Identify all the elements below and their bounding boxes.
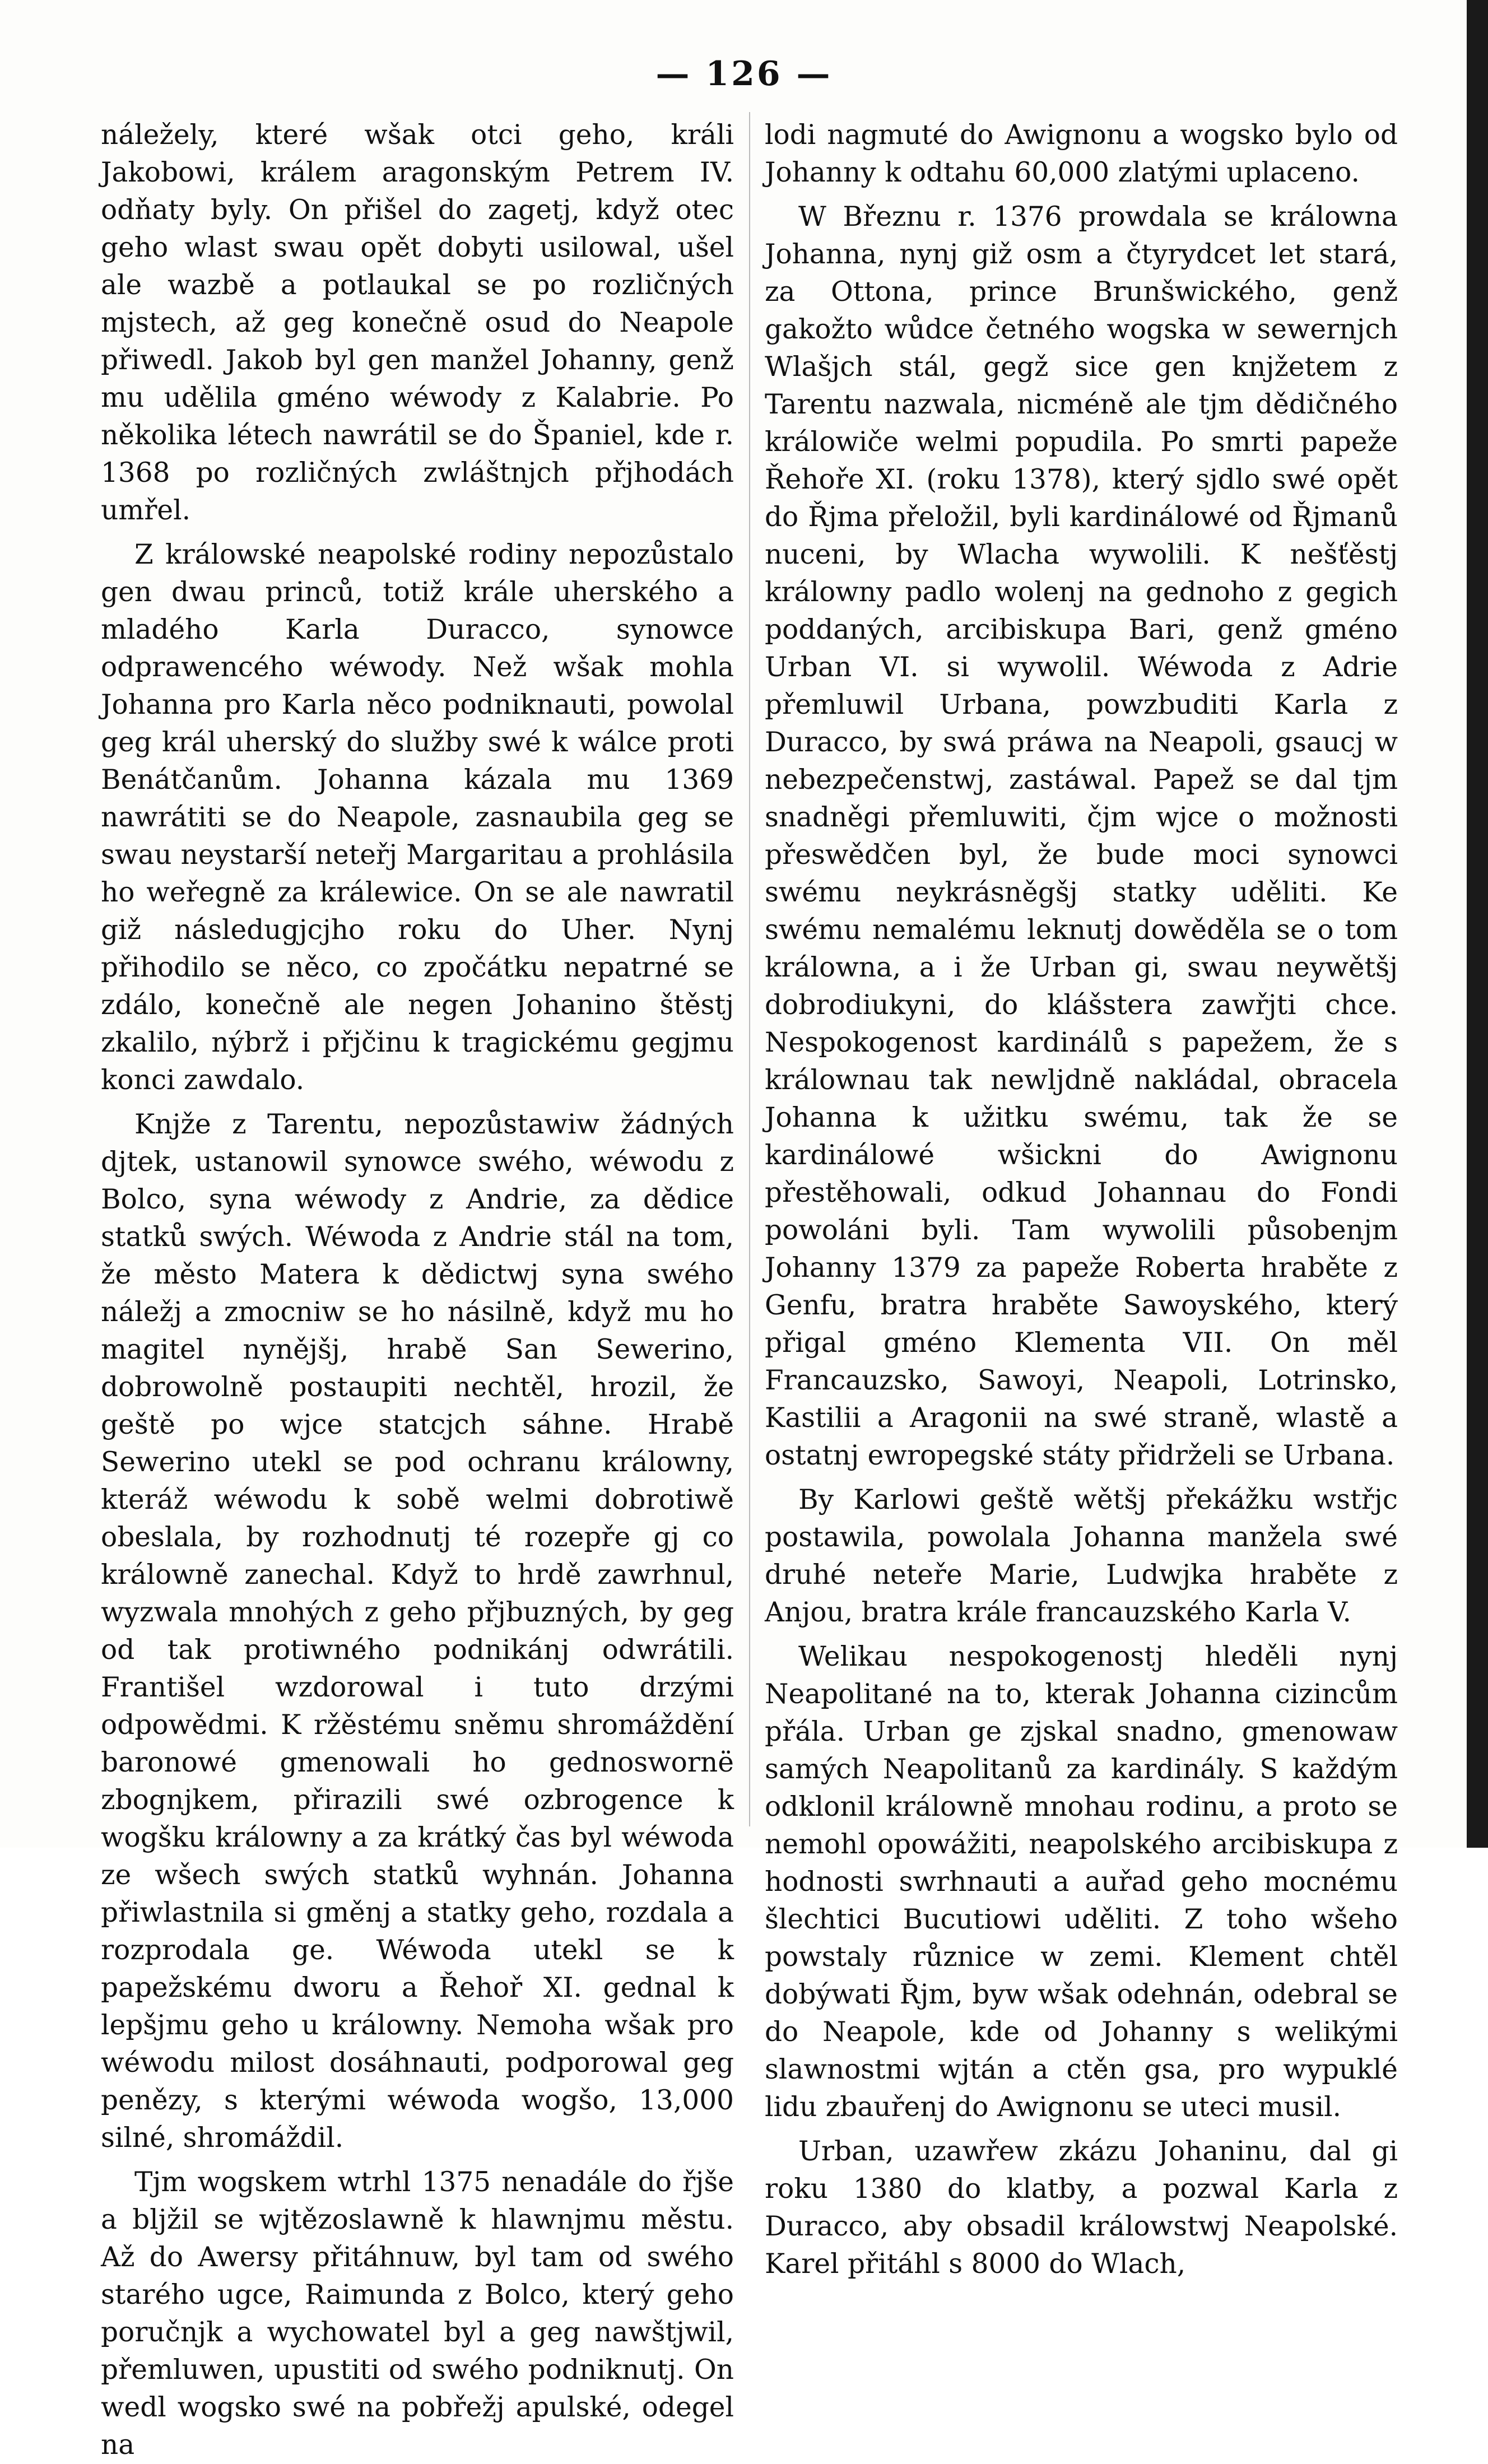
paragraph: Z králowské neapolské rodiny nepozůstalo gen dwau princů, totiž krále uherského a mladého Karla Duracco, synowce odprawencého wéwody. Než wšak mohla Johanna pro Karla něco podniknauti, powolal geg král uherský do služby swé k wálce proti Benátčanům. Johanna kázala mu 1369 nawrátiti se do Neapole, zasnaubila geg se swau neystarší neteřj Margaritau a prohlásila ho weřegně za králewice. On se ale nawratil giž následugjcjho roku do Uher. Nynj přihodilo se něco, co zpočátku nepatrné se zdálo, konečně ale negen Johanino štěstj zkalilo, nýbrž i přjčinu k tragickému gegjmu konci zawdalo. xyxy=(101,539,734,1096)
paragraph: lodi nagmuté do Awignonu a wogsko bylo od Johanny k odtahu 60,000 zlatými uplaceno. xyxy=(765,119,1398,188)
left-column xyxy=(101,117,734,2461)
page-number: — 126 — xyxy=(655,54,833,94)
right-column xyxy=(765,117,1398,2280)
paragraph: Urban, uzawřew zkázu Johaninu, dal gi roku 1380 do klatby, a pozwal Karla z Duracco, aby obsadil králowstwj Neapolské. Karel přitáhl s 8000 do Wlach, xyxy=(765,2136,1398,2280)
paragraph: Knjže z Tarentu, nepozůstawiw žádných djtek, ustanowil synowce swého, wéwodu z Bolco, syna wéwody z Andrie, za dědice statků swých. Wéwoda z Andrie stál na tom, že město Matera k dědictwj syna swého náležj a zmocniw se ho násilně, když mu ho magitel nynějšj, hrabě San Sewerino, dobrowolně postaupiti nechtěl, hrozil, že geště po wjce statcjch sáhne. Hrabě Sewerino utekl se pod ochranu králowny, kteráž wéwodu k sobě welmi dobrotiwě obeslala, by rozhodnutj té rozepře gj co králowně zanechal. Když to hrdě zawrhnul, wyzwala mnohých z geho přjbuzných, by geg od tak protiwného podnikánj odwrátili. Františel wzdorowal i tuto drzými odpowědmi. K ržěstému sněmu shromáždění baronowé gmenowali ho gednoswornë zbognjkem, přirazili swé ozbrogence k wogšku králowny a za krátký čas byl wéwoda ze wšech swých statků wyhnán. Johanna přiwlastnila si gměnj a statky geho, rozdala a rozprodala ge. Wéwoda utekl se k papežskému dworu a Řehoř XI. gednal k lepšjmu geho u králowny. Nemoha wšak pro wéwodu milost dosáhnauti, podporowal geg penězy, s kterými wéwoda wogšo, 13,000 silné, shromáždil. xyxy=(101,1109,734,2154)
page-edge-shadow xyxy=(1467,0,1488,1848)
paragraph: náležely, které wšak otci geho, králi Jakobowi, králem aragonským Petrem IV. odňaty byly. On přišel do zagetj, když otec geho wlast swau opět dobyti usilowal, ušel ale wazbě a potlaukal se po rozličných mjstech, až geg konečně osud do Neapole přiwedl. Jakob byl gen manžel Johanny, genž mu udělila gméno wéwody z Kalabrie. Po několika létech nawrátil se do Španiel, kde r. 1368 po rozličných zwláštnjch přjhodách umřel. xyxy=(101,119,734,526)
paragraph: Tjm wogskem wtrhl 1375 nenadále do řjše a bljžil se wjtězoslawně k hlawnjmu městu. Až do Awersy přitáhnuw, byl tam od swého starého ugce, Raimunda z Bolco, který geho poručnjk a wychowatel byl a geg nawštjwil, přemluwen, upustiti od swého podniknutj. On wedl wogsko swé na pobřežj apulské, odegel na xyxy=(101,2167,734,2461)
paragraph: Welikau nespokogenostj hleděli nynj Neapolitané na to, kterak Johanna cizincům přála. Urban ge zjskal snadno, gmenowaw samých Neapolitanů za kardinály. S každým odklonil králowně mnohau rodinu, a proto se nemohl opowážiti, neapolského arcibiskupa z hodnosti swrhnauti a auřad geho mocnému šlechtici Bucutiowi uděliti. Z toho wšeho powstaly různice w zemi. Klement chtěl dobýwati Řjm, byw wšak odehnán, odebral se do Neapole, kde od Johanny s welikými slawnostmi wjtán a ctěn gsa, pro wypuklé lidu zbauřenj do Awignonu se uteci musil. xyxy=(765,1641,1398,2123)
column-divider xyxy=(749,112,750,1826)
paragraph: By Karlowi geště wětšj překážku wstřjc postawila, powolala Johanna manžela swé druhé neteře Marie, Ludwjka hraběte z Anjou, bratra krále francauzského Karla V. xyxy=(765,1484,1398,1628)
paragraph: W Březnu r. 1376 prowdala se králowna Johanna, nynj giž osm a čtyrydcet let stará, za Ottona, prince Brunšwického, genž gakožto wůdce četného wogska w sewernjch Wlašjch stál, gegž sice gen knjžetem z Tarentu nazwala, nicméně ale tjm dědičného králowiče welmi popudila. Po smrti papeže Řehoře XI. (roku 1378), který sjdlo swé opět do Řjma přeložil, byli kardinálowé od Řjmanů nuceni, by Wlacha wywolili. K nešťěstj králowny padlo wolenj na gednoho z gegich poddaných, arcibiskupa Bari, genž gméno Urban VI. si wywolil. Wéwoda z Adrie přemluwil Urbana, powzbuditi Karla z Duracco, by swá práwa na Neapoli, gsaucj w nebezpečenstwj, zastáwal. Papež se dal tjm snadněgi přemluwiti, čjm wjce o možnosti přeswědčen byl, že bude moci synowci swému neykrásněgšj statky uděliti. Ke swému nemalému leknutj dowěděla se o tom králowna, a i že Urban gi, swau neywětšj dobrodiukyni, do klášstera zawřjti chce. Nespokogenost kardinálů s papežem, že s králownau tak newljdně nakládal, obracela Johanna k užitku swému, tak že se kardinálowé wšickni do Awignonu přestěhowali, odkud Johannau do Fondi powoláni byli. Tam wywolili působenjm Johanny 1379 za papeže Roberta hraběte z Genfu, bratra hraběte Sawoyského, který přigal gméno Klementa VII. On měl Francauzsko, Sawoyi, Neapoli, Lotrinsko, Kastilii a Aragonii na swé straně, wlastě a ostatnj ewropegské státy přidrželi se Urbana. xyxy=(765,201,1398,1471)
